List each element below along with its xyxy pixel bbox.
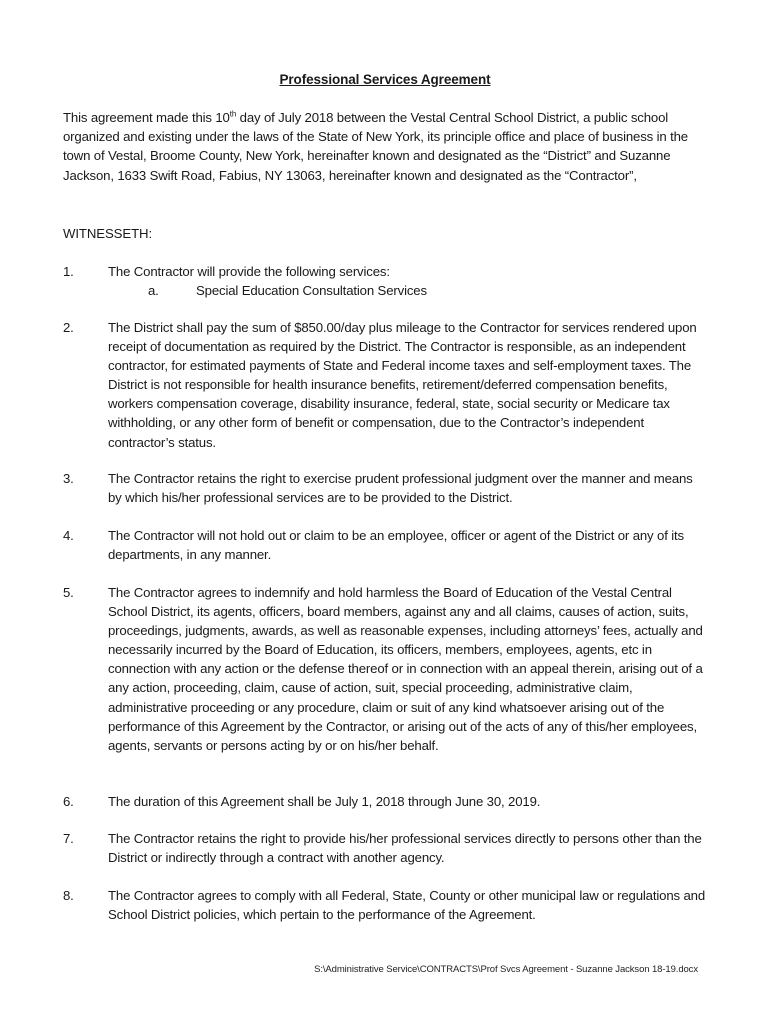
witnesseth-heading: WITNESSETH: — [63, 226, 153, 241]
clause-subitem — [108, 281, 708, 300]
intro-paragraph — [63, 108, 703, 185]
clause-number: 6. — [63, 794, 74, 809]
clause-text: The District shall pay the sum of $850.00/day plus mileage to the Contractor for services rendered upon receipt of documentation as required by the District. The Contractor is responsible, as an independent contractor, for estimated payments of State and Federal income taxes and self-employment taxes. The District is not responsible for health insurance benefits, retirement/deferred compensation benefits, workers compensation coverage, disability insurance, federal, state, social security or Medicare tax withholding, or any other form of benefit or compensation, due to the Contractor’s independent contractor’s status. — [108, 320, 697, 450]
clause-text-main: The Contractor will provide the following services: — [108, 264, 390, 279]
footer-file-path: S:\Administrative Service\CONTRACTS\Prof Svcs Agreement - Suzanne Jackson 18-19.docx — [314, 964, 698, 975]
clause-number: 4. — [63, 528, 74, 543]
clause-number: 5. — [63, 585, 74, 600]
clause-text: The duration of this Agreement shall be July 1, 2018 through June 30, 2019. — [108, 794, 541, 809]
subitem-letter: a. — [148, 283, 159, 299]
clause-text: The Contractor agrees to comply with all Federal, State, County or other municipal law or regulations and School District policies, which pertain to the performance of the Agreement. — [108, 888, 706, 923]
clause-text — [108, 262, 708, 300]
clause-text: The Contractor retains the right to exercise prudent professional judgment over the manner and means by which his/her professional services are to be provided to the District. — [108, 471, 693, 506]
clause-number: 3. — [63, 471, 74, 486]
clause-number: 1. — [63, 264, 74, 279]
clause-number: 2. — [63, 320, 74, 335]
clause-number: 8. — [63, 888, 74, 903]
clause-number: 7. — [63, 831, 74, 846]
clause-text: The Contractor will not hold out or claim to be an employee, officer or agent of the District or any of its departments, in any manner. — [108, 528, 684, 563]
clause-text: The Contractor agrees to indemnify and hold harmless the Board of Education of the Vestal Central School District, its agents, officers, board members, against any and all claims, causes of action, suits, proceedings, judgments, awards, as well as reasonable expenses, including attorneys’ fees, actually and necessarily incurred by the Board of Education, its officers, members, employees, agents, etc in connection with any action or the defense thereof or in connection with an appeal therein, arising out of a any action, proceeding, claim, cause of action, suit, special proceeding, administrative claim, administrative proceeding or any procedure, claim or suit of any kind whatsoever arising out of the performance of this Agreement by the Contractor, or arising out of the acts of any of this/her employees, agents, servants or persons acting by or on his/her behalf. — [108, 585, 703, 753]
clause-text: The Contractor retains the right to provide his/her professional services directly to persons other than the District or indirectly through a contract with another agency. — [108, 831, 702, 866]
intro-text-start: This agreement made this 10 — [63, 110, 230, 125]
intro-ordinal-suffix: th — [229, 109, 237, 119]
intro-text-end: day of July 2018 between the Vestal Central School District, a public school organized and existing under the laws of the State of New York, its principle office and place of business in the town of Vestal, Broome County, New York, hereinafter known and designated as the “District” and Suzanne Jackson, 1633 Swift Road, Fabius, NY 13063, hereinafter known and designated as the “Contractor”, — [63, 110, 688, 183]
subitem-text: Special Education Consultation Services — [196, 283, 427, 299]
document-title: Professional Services Agreement — [279, 72, 491, 87]
